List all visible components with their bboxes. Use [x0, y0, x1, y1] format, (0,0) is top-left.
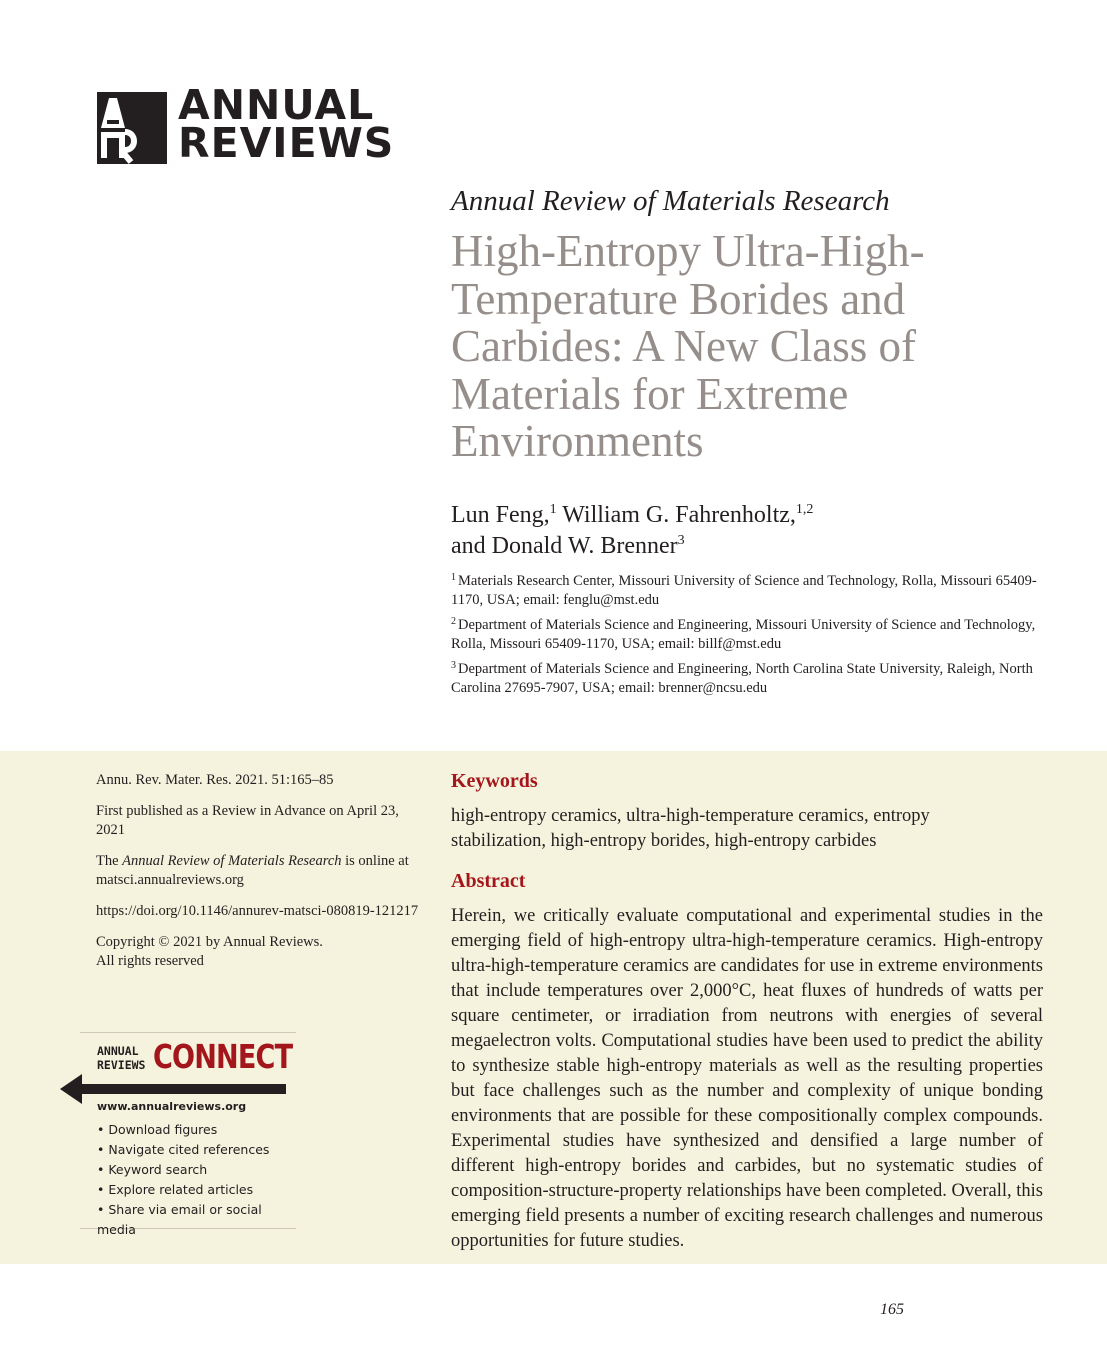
article-metadata-sidebar — [96, 771, 426, 983]
list-item: • Keyword search — [97, 1162, 208, 1177]
affiliation-item — [451, 616, 1051, 654]
copyright — [96, 933, 426, 971]
keywords-heading: Keywords — [451, 770, 538, 792]
logo-wordmark — [178, 81, 395, 167]
author-name: and Donald W. Brenner — [451, 533, 678, 559]
rights-text: All rights reserved — [96, 953, 204, 969]
online-journal-name: Annual Review of Materials Research — [122, 853, 342, 869]
affiliation-number: 3 — [451, 660, 456, 671]
page-number: 165 — [880, 1301, 904, 1318]
author-line-1 — [451, 500, 813, 531]
list-item: • Navigate cited references — [97, 1142, 270, 1157]
connect-small-logo — [97, 1044, 145, 1072]
affiliation-number: 2 — [451, 616, 456, 627]
annual-reviews-connect-box[interactable] — [80, 1032, 296, 1237]
affiliations — [451, 572, 1051, 704]
list-item: • Download figures — [97, 1122, 218, 1137]
logo-line-annual: ANNUAL — [178, 81, 375, 129]
article-title: High-Entropy Ultra-High-Temperature Borides and Carbides: A New Class of Materials for Extreme Environments — [451, 226, 925, 466]
journal-name: Annual Review of Materials Research — [451, 185, 890, 217]
list-item: • Explore related articles — [97, 1182, 254, 1197]
author-affiliation-marker: 1 — [549, 502, 557, 517]
connect-small-reviews: REVIEWS — [97, 1058, 146, 1072]
first-published: First published as a Review in Advance on April 23, 2021 — [96, 803, 399, 838]
list-item: • Share via email or social media — [97, 1202, 262, 1237]
author-affiliation-marker: 3 — [677, 533, 685, 548]
connect-wordmark: CONNECT — [153, 1037, 293, 1076]
connect-feature-list — [97, 1120, 296, 1240]
copyright-text: Copyright © 2021 by Annual Reviews. — [96, 934, 323, 950]
doi-link[interactable]: https://doi.org/10.1146/annurev-matsci-080819-121217 — [96, 903, 419, 919]
author-line-2 — [451, 531, 813, 562]
online-at — [96, 852, 426, 890]
author-name: William G. Fahrenholtz, — [556, 502, 796, 528]
ar-logo-mark-icon — [97, 92, 167, 164]
affiliation-text: Materials Research Center, Missouri University of Science and Technology, Rolla, Missouri 65409-1170, USA; email: fenglu@mst.edu — [451, 573, 1037, 608]
online-text-suffix[interactable]: is online at matsci.annualreviews.org — [96, 853, 409, 888]
affiliation-text: Department of Materials Science and Engineering, Missouri University of Science and Technology, Rolla, Missouri 65409-1170, USA; email: billf@mst.edu — [451, 617, 1036, 652]
affiliation-item — [451, 660, 1051, 698]
abstract-text: Herein, we critically evaluate computational and experimental studies in the emerging field of high-entropy ultra-high-temperature ceramics. High-entropy ultra-high-temperature ceramics are candidates for use in extreme environments that include temperatures over 2,000°C, heat fluxes of hundreds of watts per square centimeter, or irradiation from neutrons with energies of several megaelectron volts. Computational studies have been used to predict the ability to synthesize stable high-entropy materials as well as the resulting properties but face challenges such as the number and complexity of unique bonding environments that are possible for these compositionally complex compounds. Experimental studies have synthesized and densified a large number of different high-entropy borides and carbides, but no systematic studies of composition-structure-property relationships have been completed. Overall, this emerging field presents a number of exciting research challenges and numerous opportunities for future studies. — [451, 906, 1043, 1251]
author-name: Lun Feng, — [451, 502, 550, 528]
online-text-prefix: The — [96, 853, 123, 869]
abstract-heading: Abstract — [451, 870, 526, 892]
affiliation-number: 1 — [451, 572, 456, 583]
connect-small-annual: ANNUAL — [97, 1044, 139, 1058]
author-affiliation-marker: 1,2 — [795, 502, 814, 517]
affiliation-text: Department of Materials Science and Engineering, North Carolina State University, Raleigh, North Carolina 27695-7907, USA; email: brenner@ncsu.edu — [451, 661, 1033, 696]
author-list — [451, 500, 813, 562]
citation: Annu. Rev. Mater. Res. 2021. 51:165–85 — [96, 772, 334, 788]
keywords-text: high-entropy ceramics, ultra-high-temperature ceramics, entropy stabilization, high-entropy borides, high-entropy carbides — [451, 806, 930, 851]
connect-url[interactable]: www.annualreviews.org — [97, 1100, 247, 1113]
logo-line-reviews: REVIEWS — [178, 119, 395, 167]
affiliation-item — [451, 572, 1051, 610]
